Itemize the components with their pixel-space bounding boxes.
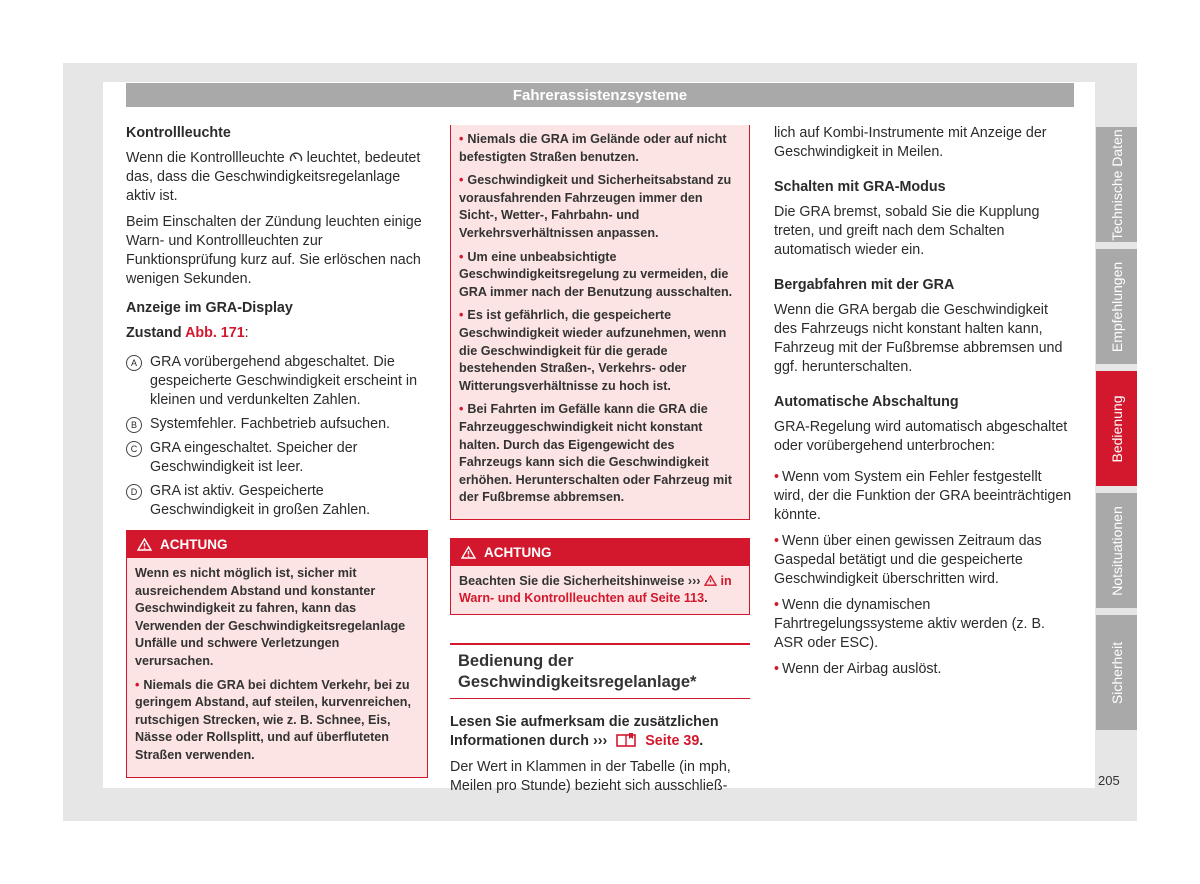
column-2	[450, 125, 750, 803]
list-item: • Wenn vom System ein Fehler festgestellt wird, der die Funktion der GRA beeinträchtigen könnte.	[774, 469, 1072, 523]
speedometer-icon	[289, 151, 303, 163]
warning-triangle-icon	[137, 538, 152, 551]
book-reference-icon	[615, 732, 637, 747]
warning-bullet: • Es ist gefährlich, die gespeicherte Geschwindigkeit wieder aufzunehmen, wenn die Geschwindigkeit für die gerade bestehenden Straßen-, Verkehrs- oder Witterungsverhältnisse zu hoch ist.	[459, 308, 727, 393]
legend-item	[126, 439, 428, 477]
heading-schalten: Schalten mit GRA-Modus	[774, 179, 946, 195]
legend-item	[126, 415, 428, 434]
zustand-line: Zustand Abb. 171:	[126, 325, 249, 341]
warning-body-continued	[451, 125, 749, 519]
chapter-header: Fahrerassistenzsysteme	[126, 83, 1074, 107]
side-tab-empfehlungen[interactable]: Empfehlungen	[1096, 249, 1137, 364]
heading-anzeige: Anzeige im GRA-Display	[126, 300, 293, 316]
section-title: Bedienung der Geschwindigkeitsregelanlage*	[450, 643, 750, 699]
legend-text: GRA vorübergehend abgeschaltet. Die gespeicherte Geschwindigkeit erscheint in kleinen und verdunkelten Zahlen.	[150, 354, 418, 408]
legend-letter-badge: D	[126, 484, 142, 500]
paragraph-kontrollleuchte: Wenn die Kontrollleuchte leuchtet, bedeutet das, dass die Geschwindigkeitsregelanlage aktiv ist.	[126, 150, 421, 204]
paragraph-table-note: Der Wert in Klammen in der Tabelle (in mph, Meilen pro Stunde) bezieht sich ausschließ-	[450, 759, 731, 795]
legend-item	[126, 482, 428, 520]
warning-box-2	[450, 538, 750, 615]
warning-triangle-icon	[461, 546, 476, 559]
column-3	[774, 124, 1074, 686]
legend-item	[126, 353, 428, 410]
side-tab-sicherheit[interactable]: Sicherheit	[1096, 615, 1137, 730]
page-link[interactable]: Seite 39	[645, 733, 700, 750]
paragraph-continued: lich auf Kombi-Instrumente mit Anzeige der Geschwindigkeit in Meilen.	[774, 125, 1047, 160]
warning-header: ACHTUNG	[451, 539, 749, 566]
paragraph-abschaltung: GRA-Regelung wird automatisch abgeschaltet oder vorübergehend unterbrochen:	[774, 419, 1068, 454]
list-item: • Wenn der Airbag auslöst.	[774, 661, 942, 677]
warning-body: Beachten Sie die Sicherheitshinweise ››› in Warn- und Kontrollleuchten auf Seite 113.	[459, 573, 732, 606]
abschaltung-list	[774, 468, 1074, 679]
list-item: • Wenn die dynamischen Fahrtregelungssysteme aktiv werden (z. B. ASR oder ESC).	[774, 597, 1045, 651]
warning-bullet: • Niemals die GRA im Gelände oder auf nicht befestigten Straßen benutzen.	[459, 132, 727, 164]
warning-box-continued	[450, 125, 750, 520]
paragraph-schalten: Die GRA bremst, sobald Sie die Kupplung treten, und greift nach dem Schalten automatisch wieder ein.	[774, 204, 1040, 258]
warning-bullet: • Bei Fahrten im Gefälle kann die GRA die Fahrzeuggeschwindigkeit nicht konstant halten. Durch das Eigengewicht des Fahrzeugs kann sich die Geschwindigkeit erhöhen. Herunterschalten oder Fahrzeug mit der Fußbremse abbremsen.	[459, 402, 732, 505]
warning-header: ACHTUNG	[127, 531, 427, 558]
figure-link[interactable]: Abb. 171	[185, 325, 245, 341]
warning-bullet: • Um eine unbeabsichtigte Geschwindigkeitsregelung zu vermeiden, die GRA immer nach der Benutzung ausschalten.	[459, 249, 733, 299]
column-1	[126, 124, 428, 788]
intro-paragraph: Lesen Sie aufmerksam die zusätzlichen Informationen durch ››› Seite 39.	[450, 714, 719, 750]
warning-bullet: • Geschwindigkeit und Sicherheitsabstand zu vorausfahrenden Fahrzeugen immer den Sicht-, Wetter-, Fahrbahn- und Verkehrsverhältnissen anpassen.	[459, 173, 732, 240]
heading-kontrollleuchte: Kontrollleuchte	[126, 125, 231, 141]
warning-body: Wenn es nicht möglich ist, sicher mit ausreichendem Abstand und konstanter Geschwindigkeit zu fahren, kann das Verwenden der Geschwindigkeitsregelanlage Unfälle und schwere Verletzungen verursachen. • Niemals die GRA bei dichtem Verkehr, bei zu geringem Abstand, auf steilen, kurvenreichen, rutschigen Strecken, wie z. B. Schnee, Eis, Nässe oder Rollsplitt, und auf überfluteten Straßen verwenden.	[127, 558, 427, 777]
warning-link[interactable]: in Warn- und Kontrollleuchten auf Seite 113	[459, 573, 732, 606]
warning-small-icon	[704, 575, 717, 586]
side-tab-technische-daten[interactable]: Technische Daten	[1096, 127, 1137, 242]
legend-text: GRA eingeschaltet. Speicher der Geschwindigkeit ist leer.	[150, 440, 358, 475]
paragraph-zuendung: Beim Einschalten der Zündung leuchten einige Warn- und Kontrollleuchten zur Funktionsprüfung kurz auf. Sie erlöschen nach wenigen Sekunden.	[126, 214, 422, 287]
list-item: • Wenn über einen gewissen Zeitraum das Gaspedal betätigt und die gespeicherte Geschwindigkeit überschritten wird.	[774, 533, 1042, 587]
legend-letter-badge: B	[126, 417, 142, 433]
side-tab-bedienung[interactable]: Bedienung	[1096, 371, 1137, 486]
warning-box-1	[126, 530, 428, 778]
heading-bergab: Bergabfahren mit der GRA	[774, 277, 955, 293]
legend-letter-badge: A	[126, 355, 142, 371]
paragraph-bergab: Wenn die GRA bergab die Geschwindigkeit des Fahrzeugs nicht konstant halten kann, Fahrzeug mit der Fußbremse abbremsen und ggf. herunterschalten.	[774, 302, 1063, 375]
legend-text: Systemfehler. Fachbetrieb aufsuchen.	[150, 416, 391, 432]
legend-text: GRA ist aktiv. Gespeicherte Geschwindigkeit in großen Zahlen.	[150, 483, 371, 518]
heading-abschaltung: Automatische Abschaltung	[774, 394, 959, 410]
side-tab-notsituationen[interactable]: Notsituationen	[1096, 493, 1137, 608]
state-legend-list	[126, 353, 428, 520]
page-number: 205	[1098, 773, 1120, 788]
legend-letter-badge: C	[126, 441, 142, 457]
section-tabs	[1096, 127, 1137, 737]
warning-bullet: • Niemals die GRA bei dichtem Verkehr, bei zu geringem Abstand, auf steilen, kurvenreichen, rutschigen Strecken, wie z. B. Schnee, Eis, Nässe oder Rollsplitt, und auf überfluteten Straßen verwenden.	[135, 677, 411, 762]
